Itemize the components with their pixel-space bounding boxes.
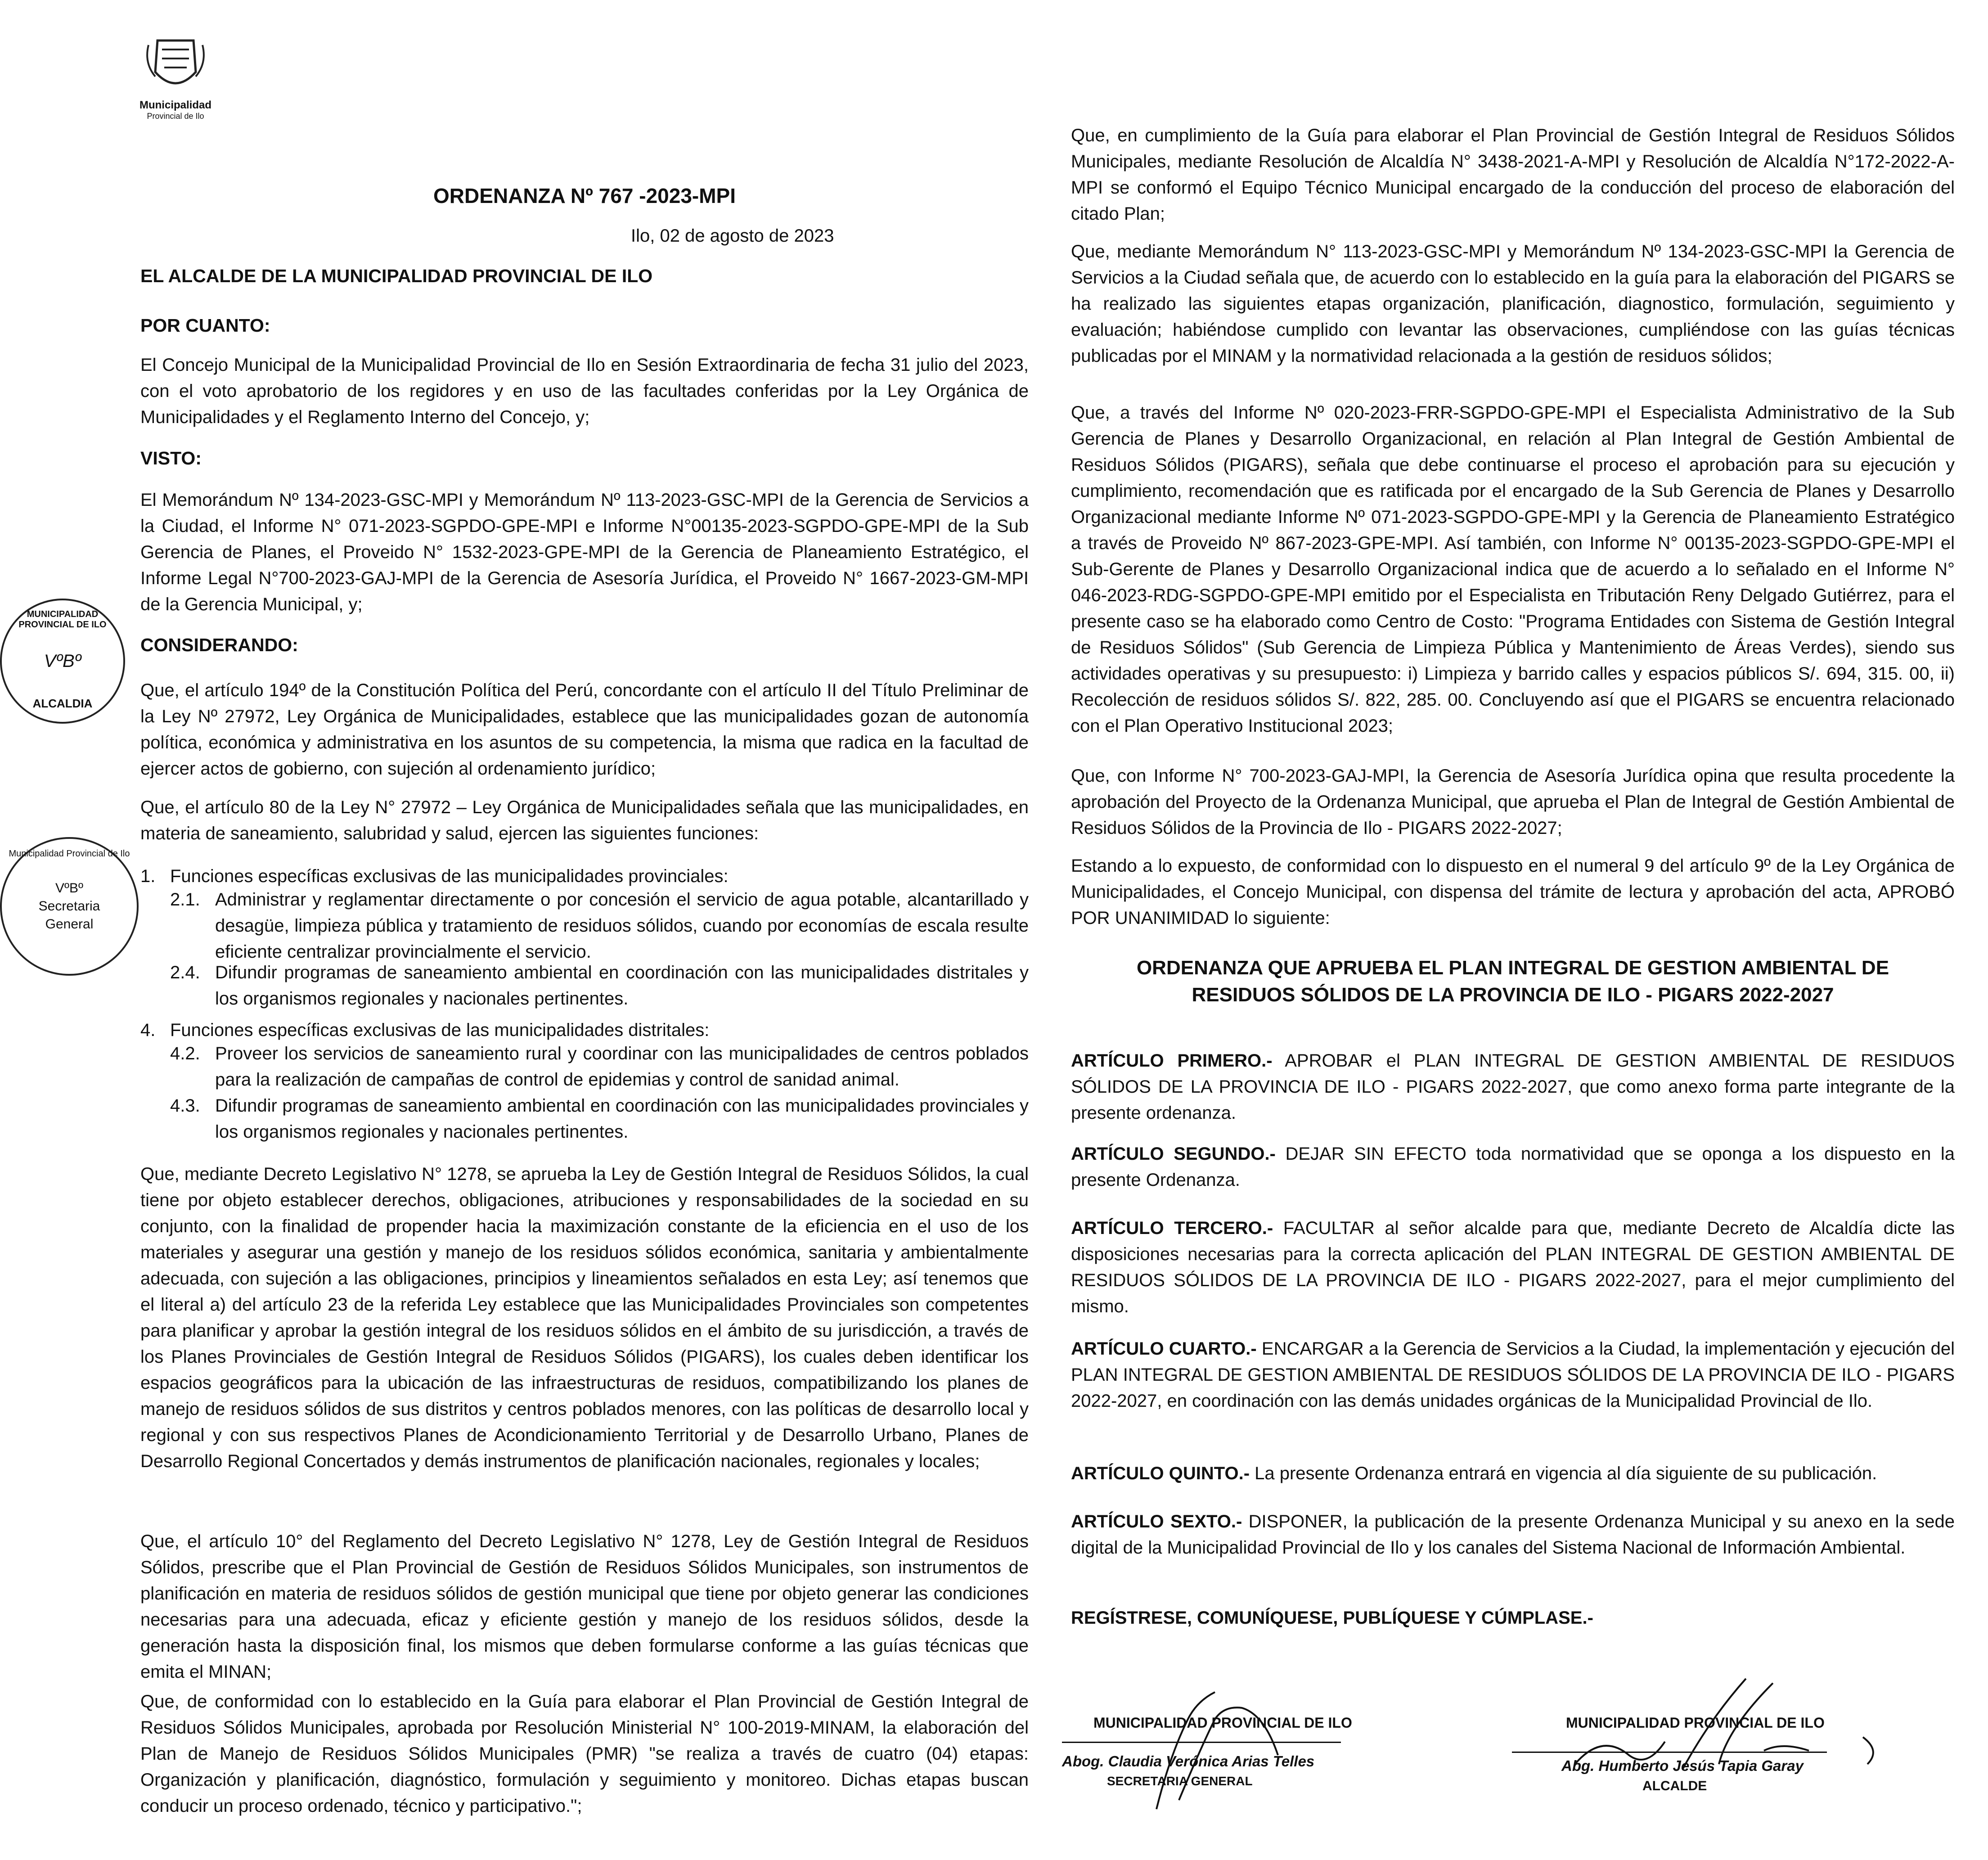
right-paragraph-4: Que, con Informe N° 700-2023-GAJ-MPI, la Gerencia de Asesoría Jurídica opina que resulta procedente la aprobación del Proyecto de la Ordenanza Municipal, que aprueba el Plan de Integral de Gestión Ambiental de Residuos Sólidos de la Provincia de Ilo - PIGARS 2022-2027; [1071,766,1955,838]
list-text: Proveer los servicios de saneamiento rural y coordinar con las municipalidades de centros poblados para la realización de campañas de control de epidemias y control de sanidad animal. [215,1044,1029,1090]
articulo-label: ARTÍCULO TERCERO.- [1071,1218,1273,1238]
considerando-paragraph-4: Que, el artículo 10° del Reglamento del Decreto Legislativo N° 1278, Ley de Gestión Integral de Residuos Sólidos, prescribe que el Plan Provincial de Gestión de Residuos Sólidos Municipales, son instrumentos de planificación en materia de residuos sólidos de gestión municipal que tiene por objeto generar las condiciones necesarias para una adecuada, eficaz y eficiente gestión y manejo de los residuos sólidos, desde la generación hasta la disposición final, los mismos que deben formularse conforme a las guías técnicas que emita el MINAN; [140,1531,1029,1682]
stamp-bottom-text: ALCALDIA [32,697,93,710]
alcaldia-stamp [0,599,125,724]
articulo-text: APROBAR el PLAN INTEGRAL DE GESTION AMBIENTAL DE RESIDUOS SÓLIDOS DE LA PROVINCIA DE ILO - PIGARS 2022-2027, que como anexo forma parte integrante de la presente ordenanza. [1071,1051,1955,1123]
por-cuanto-heading: POR CUANTO: [140,315,270,336]
considerando-heading: CONSIDERANDO: [140,635,298,655]
list-item [140,1017,1029,1043]
list-item [170,1040,1029,1093]
articulo-text: DEJAR SIN EFECTO toda normatividad que se oponga a los dispuesto en la presente Ordenanza. [1071,1144,1955,1190]
signature-name: Abog. Claudia Verónica Arias Telles [1062,1753,1315,1770]
articulo-label: ARTÍCULO CUARTO.- [1071,1339,1257,1359]
stamp-top-text: Municipalidad Provincial de Ilo [9,849,130,859]
visto-heading: VISTO: [140,448,202,468]
list-item [140,863,1029,889]
articulo-segundo [1071,1141,1955,1193]
right-paragraph-1: Que, en cumplimiento de la Guía para elaborar el Plan Provincial de Gestión Integral de Residuos Sólidos Municipales, mediante Resolución de Alcaldía N° 3438-2021-A-MPI y Resolución de Alcaldía N°172-2022-A-MPI se conformó el Equipo Técnico Municipal encargado de la conducción del proceso de elaboración del citado Plan; [1071,126,1955,224]
considerando-paragraph-3: Que, mediante Decreto Legislativo N° 1278, se aprueba la Ley de Gestión Integral de Residuos Sólidos, la cual tiene por objeto establecer derechos, obligaciones, atribuciones y responsabilidades de la sociedad en su conjunto, con la finalidad de propender hacia la maximización constante de la eficiencia en el uso de los materiales y asegurar una gestión y manejo de los residuos sólidos económica, sanitaria y ambientalmente adecuada, con sujeción a las obligaciones, principios y lineamientos señalados en esta Ley; así tenemos que el literal a) del artículo 23 de la referida Ley establece que las Municipalidades Provinciales son competentes para planificar y aprobar la gestión integral de los residuos sólidos en el ámbito de su jurisdicción, a través de los Planes Provinciales de Gestión Integral de Residuos Sólidos (PIGARS), los cuales deben identificar los espacios geográficos para la ubicación de las infraestructuras de residuos, compatibilizando los planes de manejo de residuos sólidos de sus distritos y centros poblados menores, con las políticas de desarrollo local y regional y con sus respectivos Planes de Acondicionamiento Territorial y de Desarrollo Urbano, Planes de Desarrollo Regional Concertados y demás instrumentos de planificación nacionales, regionales y locales; [140,1164,1029,1471]
articulo-text: FACULTAR al señor alcalde para que, mediante Decreto de Alcaldía dicte las disposiciones necesarias para la correcta aplicación del PLAN INTEGRAL DE GESTION AMBIENTAL DE RESIDUOS SÓLIDOS DE LA PROVINCIA DE ILO - PIGARS 2022-2027, para el mejor cumplimiento del mismo. [1071,1218,1955,1316]
considerando-paragraph-2: Que, el artículo 80 de la Ley N° 27972 – Ley Orgánica de Municipalidades señala que las municipalidades, en materia de saneamiento, salubridad y salud, ejercen las siguientes funciones: [140,797,1029,843]
list-text: Funciones específicas exclusivas de las municipalidades provinciales: [170,866,729,886]
signature-org: MUNICIPALIDAD PROVINCIAL DE ILO [1566,1715,1825,1731]
right-paragraph-5: Estando a lo expuesto, de conformidad con lo dispuesto en el numeral 9 del artículo 9º de la Ley Orgánica de Municipalidades, el Concejo Municipal, con dispensa del trámite de lectura y aprobación del acta, APROBÓ POR UNANIMIDAD lo siguiente: [1071,856,1955,928]
articulo-label: ARTÍCULO SEXTO.- [1071,1512,1242,1531]
articulo-quinto [1071,1460,1955,1486]
considerando-paragraph-5: Que, de conformidad con lo establecido en la Guía para elaborar el Plan Provincial de Gestión Integral de Residuos Sólidos Municipales, aprobada por Resolución Ministerial N° 100-2019-MINAM, la elaboración del Plan de Manejo de Residuos Sólidos Municipales (PMR) "se realiza a través de cuatro (04) etapas: Organización y planificación, diagnóstico, formulación y seguimiento y monitoreo. Dichas etapas buscan conducir un proceso ordenado, técnico y participativo."; [140,1692,1029,1816]
stamp-top-text: MUNICIPALIDAD PROVINCIAL DE ILO [18,609,107,630]
articulo-tercero [1071,1215,1955,1320]
ordenanza-main-title-line-2: RESIDUOS SÓLIDOS DE LA PROVINCIA DE ILO - PIGARS 2022-2027 [1192,984,1834,1006]
articulo-text: La presente Ordenanza entrará en vigencia al día siguiente de su publicación. [1250,1464,1877,1483]
right-paragraph-2: Que, mediante Memorándum N° 113-2023-GSC-MPI y Memorándum Nº 134-2023-GSC-MPI la Gerencia de Servicios a la Ciudad señala que, de acuerdo con lo establecido en la guía para la elaboración del PIGARS se ha realizado las siguientes etapas organización, planificación, diagnostico, formulación, seguimiento y evaluación; habiéndose cumplido con levantar las observaciones, cumpliéndose con las guías técnicas publicadas por el MINAM y la normatividad relacionada a la gestión de residuos sólidos; [1071,242,1955,366]
signature-rule [1512,1752,1827,1753]
ordenanza-title: ORDENANZA Nº 767 -2023-MPI [433,184,736,207]
list-text: Difundir programas de saneamiento ambiental en coordinación con las municipalidades distritales y los organismos regionales y nacionales pertinentes. [215,963,1029,1009]
stamp-center-text: Secretaria [38,899,100,914]
alcalde-heading: EL ALCALDE DE LA MUNICIPALIDAD PROVINCIAL DE ILO [140,266,653,286]
list-number: 4. [140,1020,156,1040]
coat-of-arms-icon [130,32,220,99]
considerando-paragraph-1: Que, el artículo 194º de la Constitución Política del Perú, concordante con el artículo II del Título Preliminar de la Ley Nº 27972, Ley Orgánica de Municipalidades, establece que las municipalidades gozan de autonomía política, económica y administrativa en los asuntos de su competencia, la misma que radica en la facultad de ejercer actos de gobierno, con sujeción al ordenamiento jurídico; [140,680,1029,779]
stamp-center-text: General [45,917,94,932]
list-item [170,1093,1029,1145]
logo-line-2: Provincial de Ilo [147,112,204,121]
right-paragraph-3: Que, a través del Informe Nº 020-2023-FRR-SGPDO-GPE-MPI el Especialista Administrativo de la Sub Gerencia de Planes y Desarrollo Organizacional, en relación al Plan Integral de Gestión Ambiental de Residuos Sólidos (PIGARS), señala que debe continuarse el proceso el aprobación para su ejecución y cumplimiento, recomendación que es ratificada por el encargado de la Sub Gerencia de Planes y Desarrollo Organizacional mediante Informe Nº 071-2023-SGPDO-GPE-MPI y la Gerencia de Planeamiento Estratégico a través de Proveido Nº 867-2023-GPE-MPI. Así también, con Informe N° 00135-2023-SGPDO-GPE-MPI el Sub-Gerente de Planes y Desarrollo Organizacional indica que de acuerdo a lo señalado en el Informe N° 046-2023-RDG-SGPDO-GPE-MPI emitido por el Especialista en Tributación Reny Delgado Gutiérrez, para el presente caso se ha elaborado como Centro de Costo: "Programa Entidades con Sistema de Gestión Integral de Residuos Sólidos" (Sub Gerencia de Limpieza Pública y Mantenimiento de Áreas Verdes), siendo sus actividades operativas y su presupuesto: i) Limpieza y barrido calles y espacios públicos S/. 694, 315. 00, ii) Recolección de residuos sólidos S/. 822, 285. 00. Concluyendo así que el PIGARS se encuentra relacionado con el Plan Operativo Institucional 2023; [1071,403,1955,736]
articulo-label: ARTÍCULO SEGUNDO.- [1071,1144,1276,1164]
handwritten-signature-icon [1053,1665,1368,1814]
list-number: 2.4. [170,963,200,982]
list-number: 4.3. [170,1096,200,1116]
list-number: 2.1. [170,890,200,910]
document-date: Ilo, 02 de agosto de 2023 [631,226,834,246]
list-text: Difundir programas de saneamiento ambiental en coordinación con las municipalidades provinciales y los organismos regionales y nacionales pertinentes. [215,1096,1029,1142]
secretaria-stamp [0,837,139,976]
articulo-text: DISPONER, la publicación de la presente Ordenanza Municipal y su anexo en la sede digital de la Municipalidad Provincial de Ilo y los canales del Sistema Nacional de Información Ambiental. [1071,1512,1955,1558]
list-text: Funciones específicas exclusivas de las municipalidades distritales: [170,1020,710,1040]
ordenanza-main-title-line-1: ORDENANZA QUE APRUEBA EL PLAN INTEGRAL DE GESTION AMBIENTAL DE [1136,957,1889,979]
logo-line-1: Municipalidad [139,99,211,111]
signature-role: SECRETARIA GENERAL [1107,1774,1253,1788]
articulo-cuarto [1071,1336,1955,1414]
articulo-sexto [1071,1509,1955,1561]
stamp-center-text: VºBº [55,881,83,896]
list-text: Administrar y reglamentar directamente o por concesión el servicio de agua potable, alcantarillado y desagüe, limpieza pública y tratamiento de residuos sólidos, cuando por economías de escala resulte eficiente centralizar provincialmente el servicio. [215,890,1029,962]
closing-formula: REGÍSTRESE, COMUNÍQUESE, PUBLÍQUESE Y CÚMPLASE.- [1071,1608,1593,1628]
list-item [170,959,1029,1012]
list-item [170,887,1029,965]
articulo-label: ARTÍCULO QUINTO.- [1071,1464,1250,1483]
functions-list [140,863,1029,1142]
visto-paragraph: El Memorándum Nº 134-2023-GSC-MPI y Memorándum Nº 113-2023-GSC-MPI de la Gerencia de Servicios a la Ciudad, el Informe N° 071-2023-SGPDO-GPE-MPI e Informe N°00135-2023-SGPDO-GPE-MPI de la Sub Gerencia de Planes, el Proveido N° 1532-2023-GPE-MPI de la Gerencia de Planeamiento Estratégico, el Informe Legal N°700-2023-GAJ-MPI de la Gerencia de Asesoría Jurídica, el Proveido N° 1667-2023-GM-MPI de la Gerencia Municipal, y; [140,490,1029,614]
stamp-center [39,879,100,933]
articulo-text: ENCARGAR a la Gerencia de Servicios a la Ciudad, la implementación y ejecución del PLAN INTEGRAL DE GESTION AMBIENTAL DE RESIDUOS SÓLIDOS DE LA PROVINCIA DE ILO - PIGARS 2022-2027, en coordinación con las demás unidades orgánicas de la Municipalidad Provincial de Ilo. [1071,1339,1955,1411]
list-number: 4.2. [170,1044,200,1063]
list-number: 1. [140,866,156,886]
signature-secretaria [1053,1665,1368,1814]
concejo-paragraph: El Concejo Municipal de la Municipalidad Provincial de Ilo en Sesión Extraordinaria de fecha 31 julio del 2023, con el voto aprobatorio de los regidores y en uso de las facultades conferidas por la Ley Orgánica de Municipalidades y el Reglamento Interno del Concejo, y; [140,355,1029,427]
signature-org: MUNICIPALIDAD PROVINCIAL DE ILO [1093,1715,1352,1731]
signature-name: Abg. Humberto Jesús Tapia Garay [1561,1757,1804,1774]
articulo-primero [1071,1048,1955,1126]
municipal-logo [130,32,220,122]
signature-alcalde [1494,1665,1881,1814]
signature-rule [1062,1742,1341,1743]
signature-role: ALCALDE [1642,1779,1707,1793]
articulo-label: ARTÍCULO PRIMERO.- [1071,1051,1273,1071]
stamp-center-text: VºBº [44,651,81,671]
